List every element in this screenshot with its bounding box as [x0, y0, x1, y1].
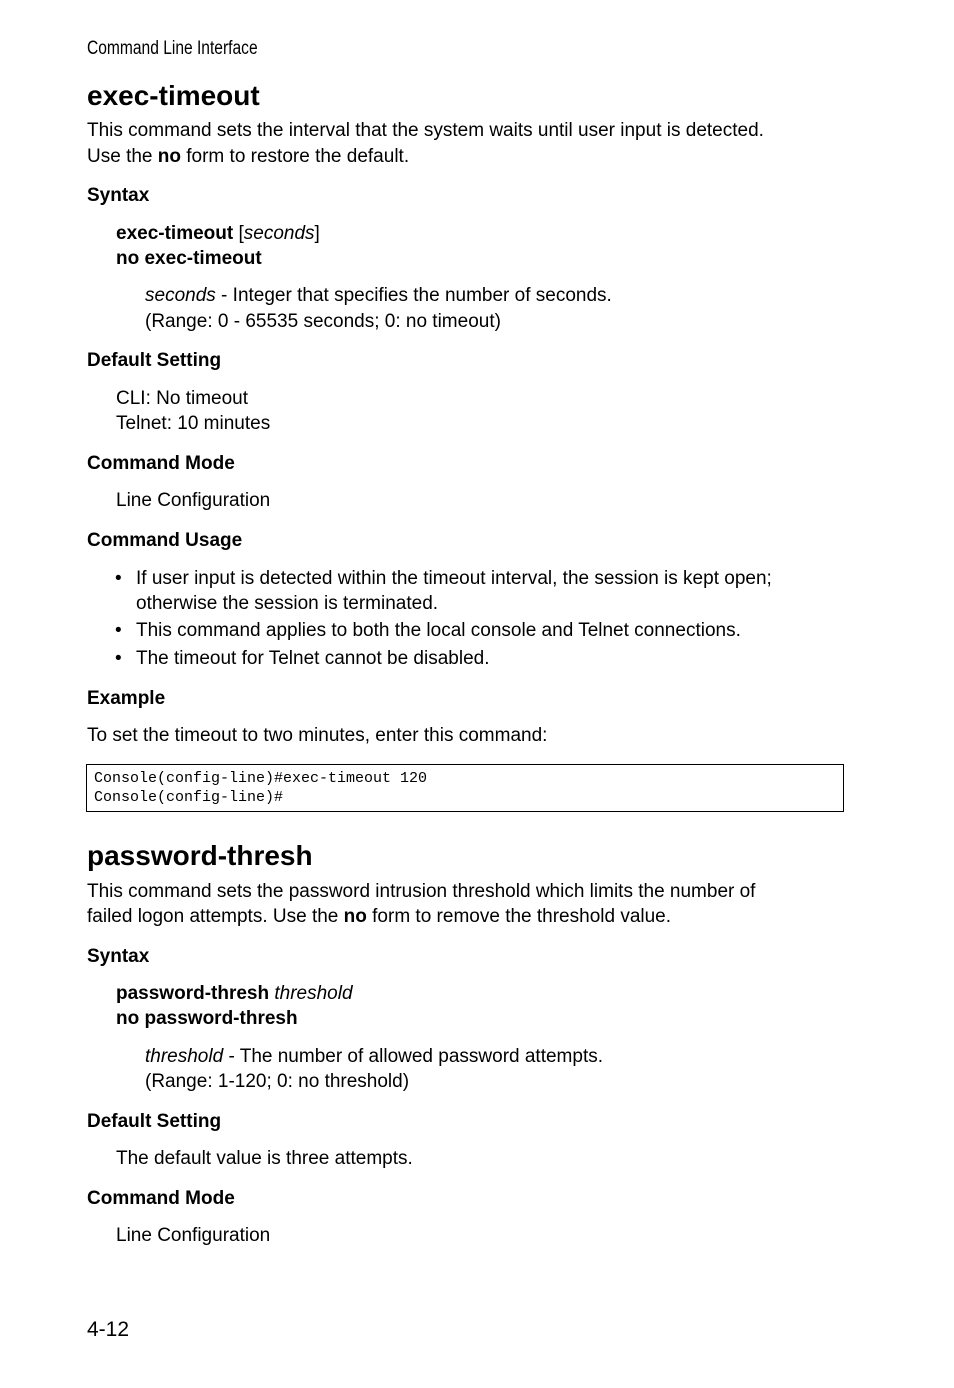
exec-timeout-usage-heading: Command Usage: [87, 530, 243, 551]
exec-timeout-example-heading: Example: [87, 688, 166, 709]
password-thresh-syntax-line2: no password-thresh: [116, 1008, 298, 1029]
section-title-password-thresh: password-thresh: [87, 840, 313, 871]
password-thresh-default-heading: Default Setting: [87, 1111, 222, 1132]
password-thresh-syntax-heading: Syntax: [87, 946, 150, 967]
exec-timeout-default-cli: CLI: No timeout: [116, 388, 248, 409]
exec-timeout-syntax-line1: exec-timeout [seconds]: [116, 223, 320, 244]
usage-item-3: The timeout for Telnet cannot be disabled.: [136, 648, 490, 669]
usage-item-1-line2: otherwise the session is terminated.: [136, 593, 439, 614]
exec-timeout-syntax-heading: Syntax: [87, 185, 150, 206]
bullet-icon: •: [115, 568, 122, 589]
password-thresh-description-line2: failed logon attempts. Use the no form to remove the threshold value.: [87, 906, 672, 927]
exec-timeout-param-range: (Range: 0 - 65535 seconds; 0: no timeout): [145, 311, 501, 332]
password-thresh-syntax-line1: password-thresh threshold: [116, 983, 353, 1004]
bullet-icon: •: [115, 648, 122, 669]
running-header: Command Line Interface: [87, 38, 258, 59]
password-thresh-mode-value: Line Configuration: [116, 1225, 271, 1246]
bullet-icon: •: [115, 620, 122, 641]
exec-timeout-default-telnet: Telnet: 10 minutes: [116, 413, 271, 434]
password-thresh-param-description: threshold - The number of allowed password attempts.: [145, 1046, 604, 1067]
code-line-1: Console(config-line)#exec-timeout 120: [94, 770, 428, 787]
exec-timeout-default-heading: Default Setting: [87, 350, 222, 371]
page-number: 4-12: [87, 1318, 130, 1341]
exec-timeout-description-line1: This command sets the interval that the system waits until user input is detected.: [87, 120, 764, 141]
section-title-exec-timeout: exec-timeout: [87, 80, 260, 111]
exec-timeout-mode-value: Line Configuration: [116, 490, 271, 511]
password-thresh-default-value: The default value is three attempts.: [116, 1148, 413, 1169]
usage-item-1-line1: If user input is detected within the timeout interval, the session is kept open;: [136, 568, 772, 589]
exec-timeout-mode-heading: Command Mode: [87, 453, 235, 474]
code-example-box: [86, 764, 844, 812]
exec-timeout-param-description: seconds - Integer that specifies the number of seconds.: [145, 285, 612, 306]
code-line-2: Console(config-line)#: [94, 789, 284, 806]
exec-timeout-syntax-line2: no exec-timeout: [116, 248, 262, 269]
exec-timeout-example-description: To set the timeout to two minutes, enter this command:: [87, 725, 548, 746]
exec-timeout-description-line2: Use the no form to restore the default.: [87, 146, 410, 167]
usage-item-2: This command applies to both the local console and Telnet connections.: [136, 620, 741, 641]
password-thresh-mode-heading: Command Mode: [87, 1188, 235, 1209]
password-thresh-description-line1: This command sets the password intrusion threshold which limits the number of: [87, 881, 756, 902]
password-thresh-param-range: (Range: 1-120; 0: no threshold): [145, 1071, 410, 1092]
